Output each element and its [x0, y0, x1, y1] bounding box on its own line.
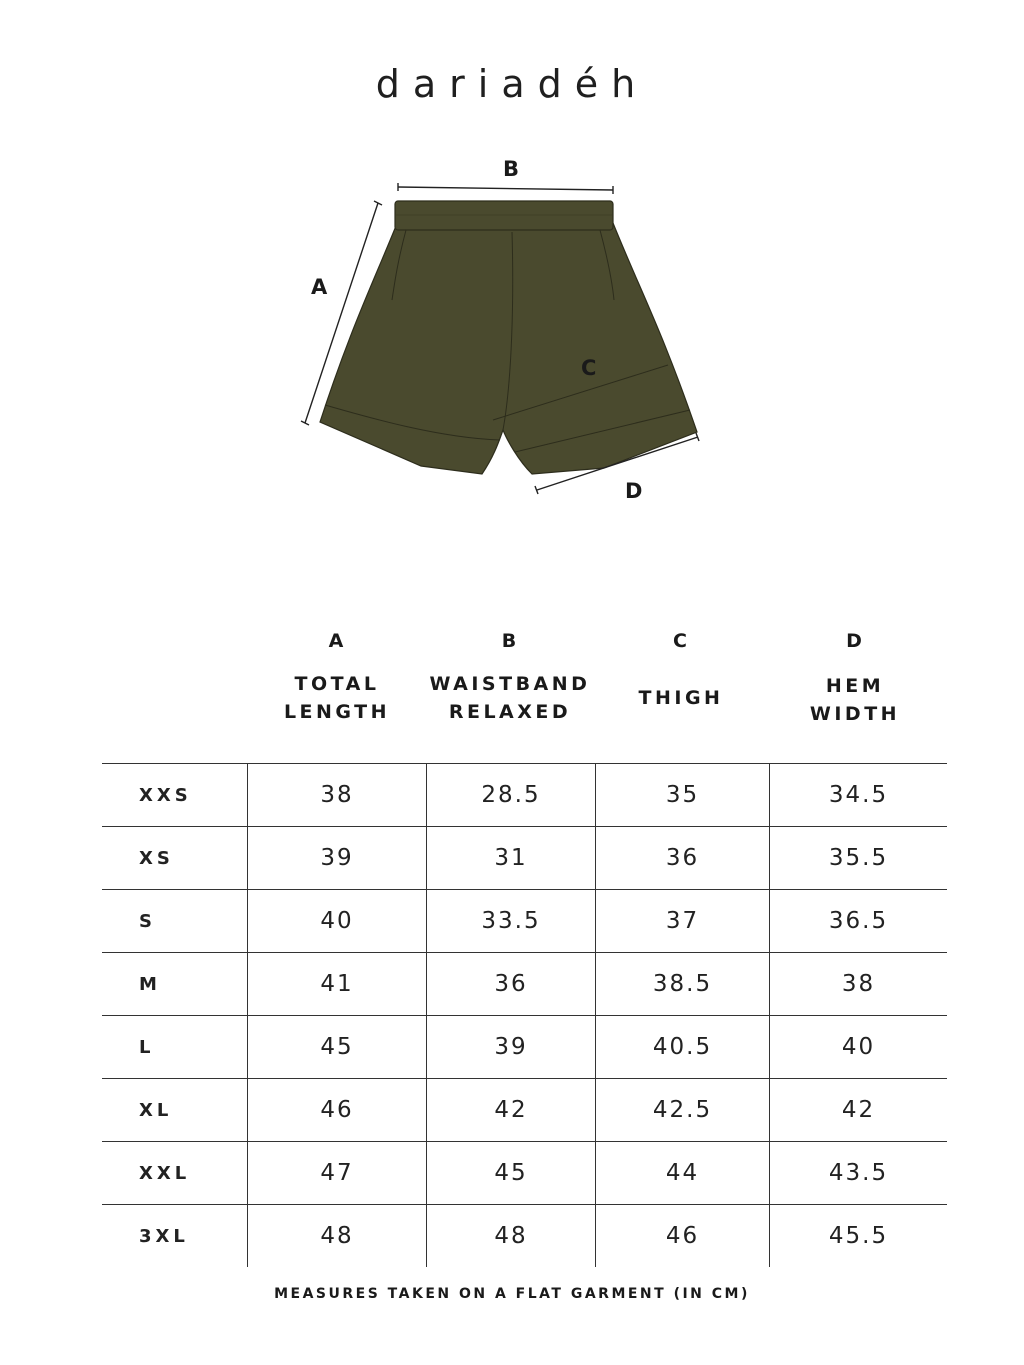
value-cell: 34.5: [769, 764, 947, 826]
value-cell: 42: [769, 1079, 947, 1141]
table-row: [102, 826, 947, 889]
value-cell: 46: [595, 1205, 769, 1267]
column-title-line: WIDTH: [809, 703, 901, 725]
measurement-note: MEASURES TAKEN ON A FLAT GARMENT (IN CM): [274, 1286, 750, 1302]
value-cell: 36: [595, 827, 769, 889]
column-letter: B: [501, 630, 519, 652]
measure-d-label: D: [625, 479, 643, 503]
column-title-line: TOTAL: [294, 673, 380, 695]
value-cell: 43.5: [769, 1142, 947, 1204]
value-cell: 36: [426, 953, 595, 1015]
column-title-line: HEM: [825, 675, 885, 697]
table-row: [102, 952, 947, 1015]
size-label: XXL: [139, 1162, 191, 1184]
size-label: 3XL: [139, 1225, 189, 1247]
shorts-body: [320, 221, 697, 474]
size-label: XS: [139, 847, 174, 869]
value-cell: 31: [426, 827, 595, 889]
size-label: L: [139, 1036, 155, 1058]
value-cell: 47: [247, 1142, 426, 1204]
value-cell: 48: [247, 1205, 426, 1267]
value-cell: 35.5: [769, 827, 947, 889]
size-label: XXS: [139, 784, 192, 806]
value-cell: 46: [247, 1079, 426, 1141]
column-letter: D: [846, 630, 864, 652]
table-row: [102, 1015, 947, 1078]
value-cell: 48: [426, 1205, 595, 1267]
column-header-d: [770, 630, 940, 728]
size-label: S: [139, 910, 156, 932]
value-cell: 40.5: [595, 1016, 769, 1078]
size-table: [102, 763, 947, 1267]
measure-b-line: [398, 183, 613, 194]
column-title-line: LENGTH: [283, 701, 391, 723]
column-header-a: [262, 630, 412, 726]
value-cell: 40: [769, 1016, 947, 1078]
value-cell: 33.5: [426, 890, 595, 952]
column-letter: C: [673, 630, 689, 652]
value-cell: 28.5: [426, 764, 595, 826]
table-row: [102, 889, 947, 952]
value-cell: 45: [247, 1016, 426, 1078]
column-title-line: RELAXED: [448, 701, 572, 723]
value-cell: 39: [247, 827, 426, 889]
shorts-diagram: [0, 0, 1024, 540]
table-row: [102, 1141, 947, 1204]
measure-b-label: B: [503, 157, 520, 181]
value-cell: 45: [426, 1142, 595, 1204]
value-cell: 36.5: [769, 890, 947, 952]
value-cell: 44: [595, 1142, 769, 1204]
value-cell: 40: [247, 890, 426, 952]
brand-logo: dariadéh: [375, 62, 649, 106]
value-cell: 38.5: [595, 953, 769, 1015]
size-label: M: [139, 973, 161, 995]
column-letter: A: [328, 630, 346, 652]
value-cell: 42: [426, 1079, 595, 1141]
table-row: [102, 1204, 947, 1267]
value-cell: 41: [247, 953, 426, 1015]
value-cell: 45.5: [769, 1205, 947, 1267]
column-title-line: WAISTBAND: [429, 673, 591, 695]
value-cell: 35: [595, 764, 769, 826]
waistband: [395, 201, 613, 230]
column-header-c: [596, 630, 766, 712]
table-row: [102, 1078, 947, 1141]
size-label: XL: [139, 1099, 173, 1121]
table-row: [102, 763, 947, 826]
measure-c-label: C: [581, 356, 597, 380]
value-cell: 38: [247, 764, 426, 826]
measure-a-label: A: [311, 275, 328, 299]
column-title-line: THIGH: [638, 687, 724, 709]
value-cell: 38: [769, 953, 947, 1015]
value-cell: 42.5: [595, 1079, 769, 1141]
column-header-b: [426, 630, 594, 726]
value-cell: 39: [426, 1016, 595, 1078]
value-cell: 37: [595, 890, 769, 952]
